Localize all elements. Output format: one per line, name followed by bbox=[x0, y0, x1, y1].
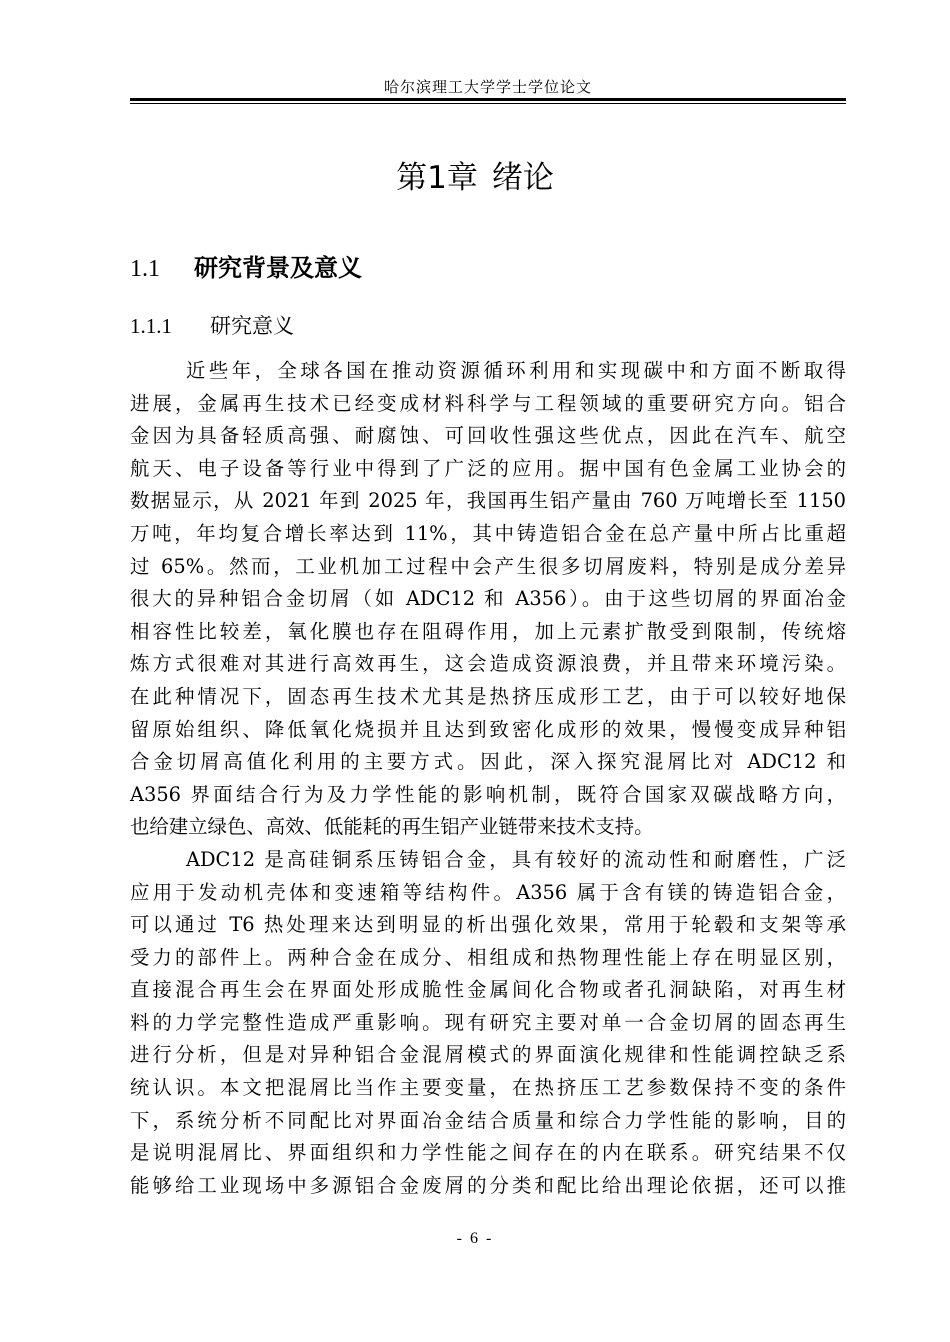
text-line: 应用于发动机壳体和变速箱等结构件。A356 属于含有镁的铸造铝合金， bbox=[130, 880, 846, 904]
body-text bbox=[130, 355, 846, 1202]
section-title: 研究背景及意义 bbox=[194, 254, 362, 282]
text-line: 金因为具备轻质高强、耐腐蚀、可回收性强这些优点，因此在汽车、航空 bbox=[130, 424, 846, 448]
text-line: 很大的异种铝合金切屑（如 ADC12 和 A356）。由于这些切屑的界面冶金 bbox=[130, 587, 846, 611]
text-line: 过 65%。然而，工业机加工过程中会产生很多切屑废料，特别是成分差异 bbox=[130, 554, 846, 578]
text-line: 相容性比较差，氧化膜也存在阻碍作用，加上元素扩散受到限制，传统熔 bbox=[130, 619, 846, 643]
paragraph-1 bbox=[130, 355, 846, 844]
text-line: 炼方式很难对其进行高效再生，这会造成资源浪费，并且带来环境污染。 bbox=[130, 652, 846, 676]
text-line: 进展，金属再生技术已经变成材料科学与工程领域的重要研究方向。铝合 bbox=[130, 391, 846, 415]
text-line: 数据显示，从 2021 年到 2025 年，我国再生铝产量由 760 万吨增长至 1150 bbox=[130, 489, 846, 513]
text-line: 万吨，年均复合增长率达到 11%，其中铸造铝合金在总产量中所占比重超 bbox=[130, 521, 846, 545]
text-line: 也给建立绿色、高效、低能耗的再生铝产业链带来技术支持。 bbox=[130, 815, 654, 839]
running-header: 哈尔滨理工大学学士学位论文 bbox=[383, 78, 592, 96]
page-number: - 6 - bbox=[456, 1230, 494, 1247]
text-line: 留原始组织、降低氧化烧损并且达到致密化成形的效果，慢慢变成异种铝 bbox=[130, 717, 846, 741]
text-line: A356 界面结合行为及力学性能的影响机制，既符合国家双碳战略方向， bbox=[130, 782, 846, 806]
header-rule-thin bbox=[130, 103, 846, 104]
subsection-title: 研究意义 bbox=[210, 314, 294, 338]
section-heading bbox=[130, 248, 362, 283]
subsection-heading bbox=[130, 310, 294, 340]
text-line: 下，系统分析不同配比对界面冶金结合质量和综合力学性能的影响，目的 bbox=[130, 1108, 846, 1132]
text-line: 进行分析，但是对异种铝合金混屑模式的界面演化规律和性能调控缺乏系 bbox=[130, 1043, 846, 1067]
subsection-number: 1.1.1 bbox=[130, 314, 172, 338]
text-line: 直接混合再生会在界面处形成脆性金属间化合物或者孔洞缺陷，对再生材 bbox=[130, 978, 846, 1002]
text-line: 料的力学完整性造成严重影响。现有研究主要对单一合金切屑的固态再生 bbox=[130, 1010, 846, 1034]
text-line: ADC12 是高硅铜系压铸铝合金，具有较好的流动性和耐磨性，广泛 bbox=[186, 847, 846, 871]
text-line: 可以通过 T6 热处理来达到明显的析出强化效果，常用于轮毂和支架等承 bbox=[130, 913, 846, 937]
text-line: 在此种情况下，固态再生技术尤其是热挤压成形工艺，由于可以较好地保 bbox=[130, 684, 846, 708]
text-line: 是说明混屑比、界面组织和力学性能之间存在的内在联系。研究结果不仅 bbox=[130, 1141, 846, 1165]
text-line: 近些年，全球各国在推动资源循环利用和实现碳中和方面不断取得 bbox=[186, 359, 846, 382]
chapter-number: 第1章 bbox=[396, 160, 478, 196]
text-line: 统认识。本文把混屑比当作主要变量，在热挤压工艺参数保持不变的条件 bbox=[130, 1076, 846, 1100]
text-line: 航天、电子设备等行业中得到了广泛的应用。据中国有色金属工业协会的 bbox=[130, 456, 846, 480]
header-rule-thick bbox=[130, 98, 846, 101]
chapter-name: 绪论 bbox=[491, 160, 554, 196]
paragraph-2 bbox=[130, 844, 846, 1203]
text-line: 受力的部件上。两种合金在成分、相组成和热物理性能上存在明显区别， bbox=[130, 945, 846, 969]
chapter-title bbox=[0, 152, 950, 197]
text-line: 合金切屑高值化利用的主要方式。因此，深入探究混屑比对 ADC12 和 bbox=[130, 750, 846, 774]
section-number: 1.1 bbox=[130, 256, 160, 282]
text-line: 能够给工业现场中多源铝合金废屑的分类和配比给出理论依据，还可以推 bbox=[130, 1173, 846, 1197]
